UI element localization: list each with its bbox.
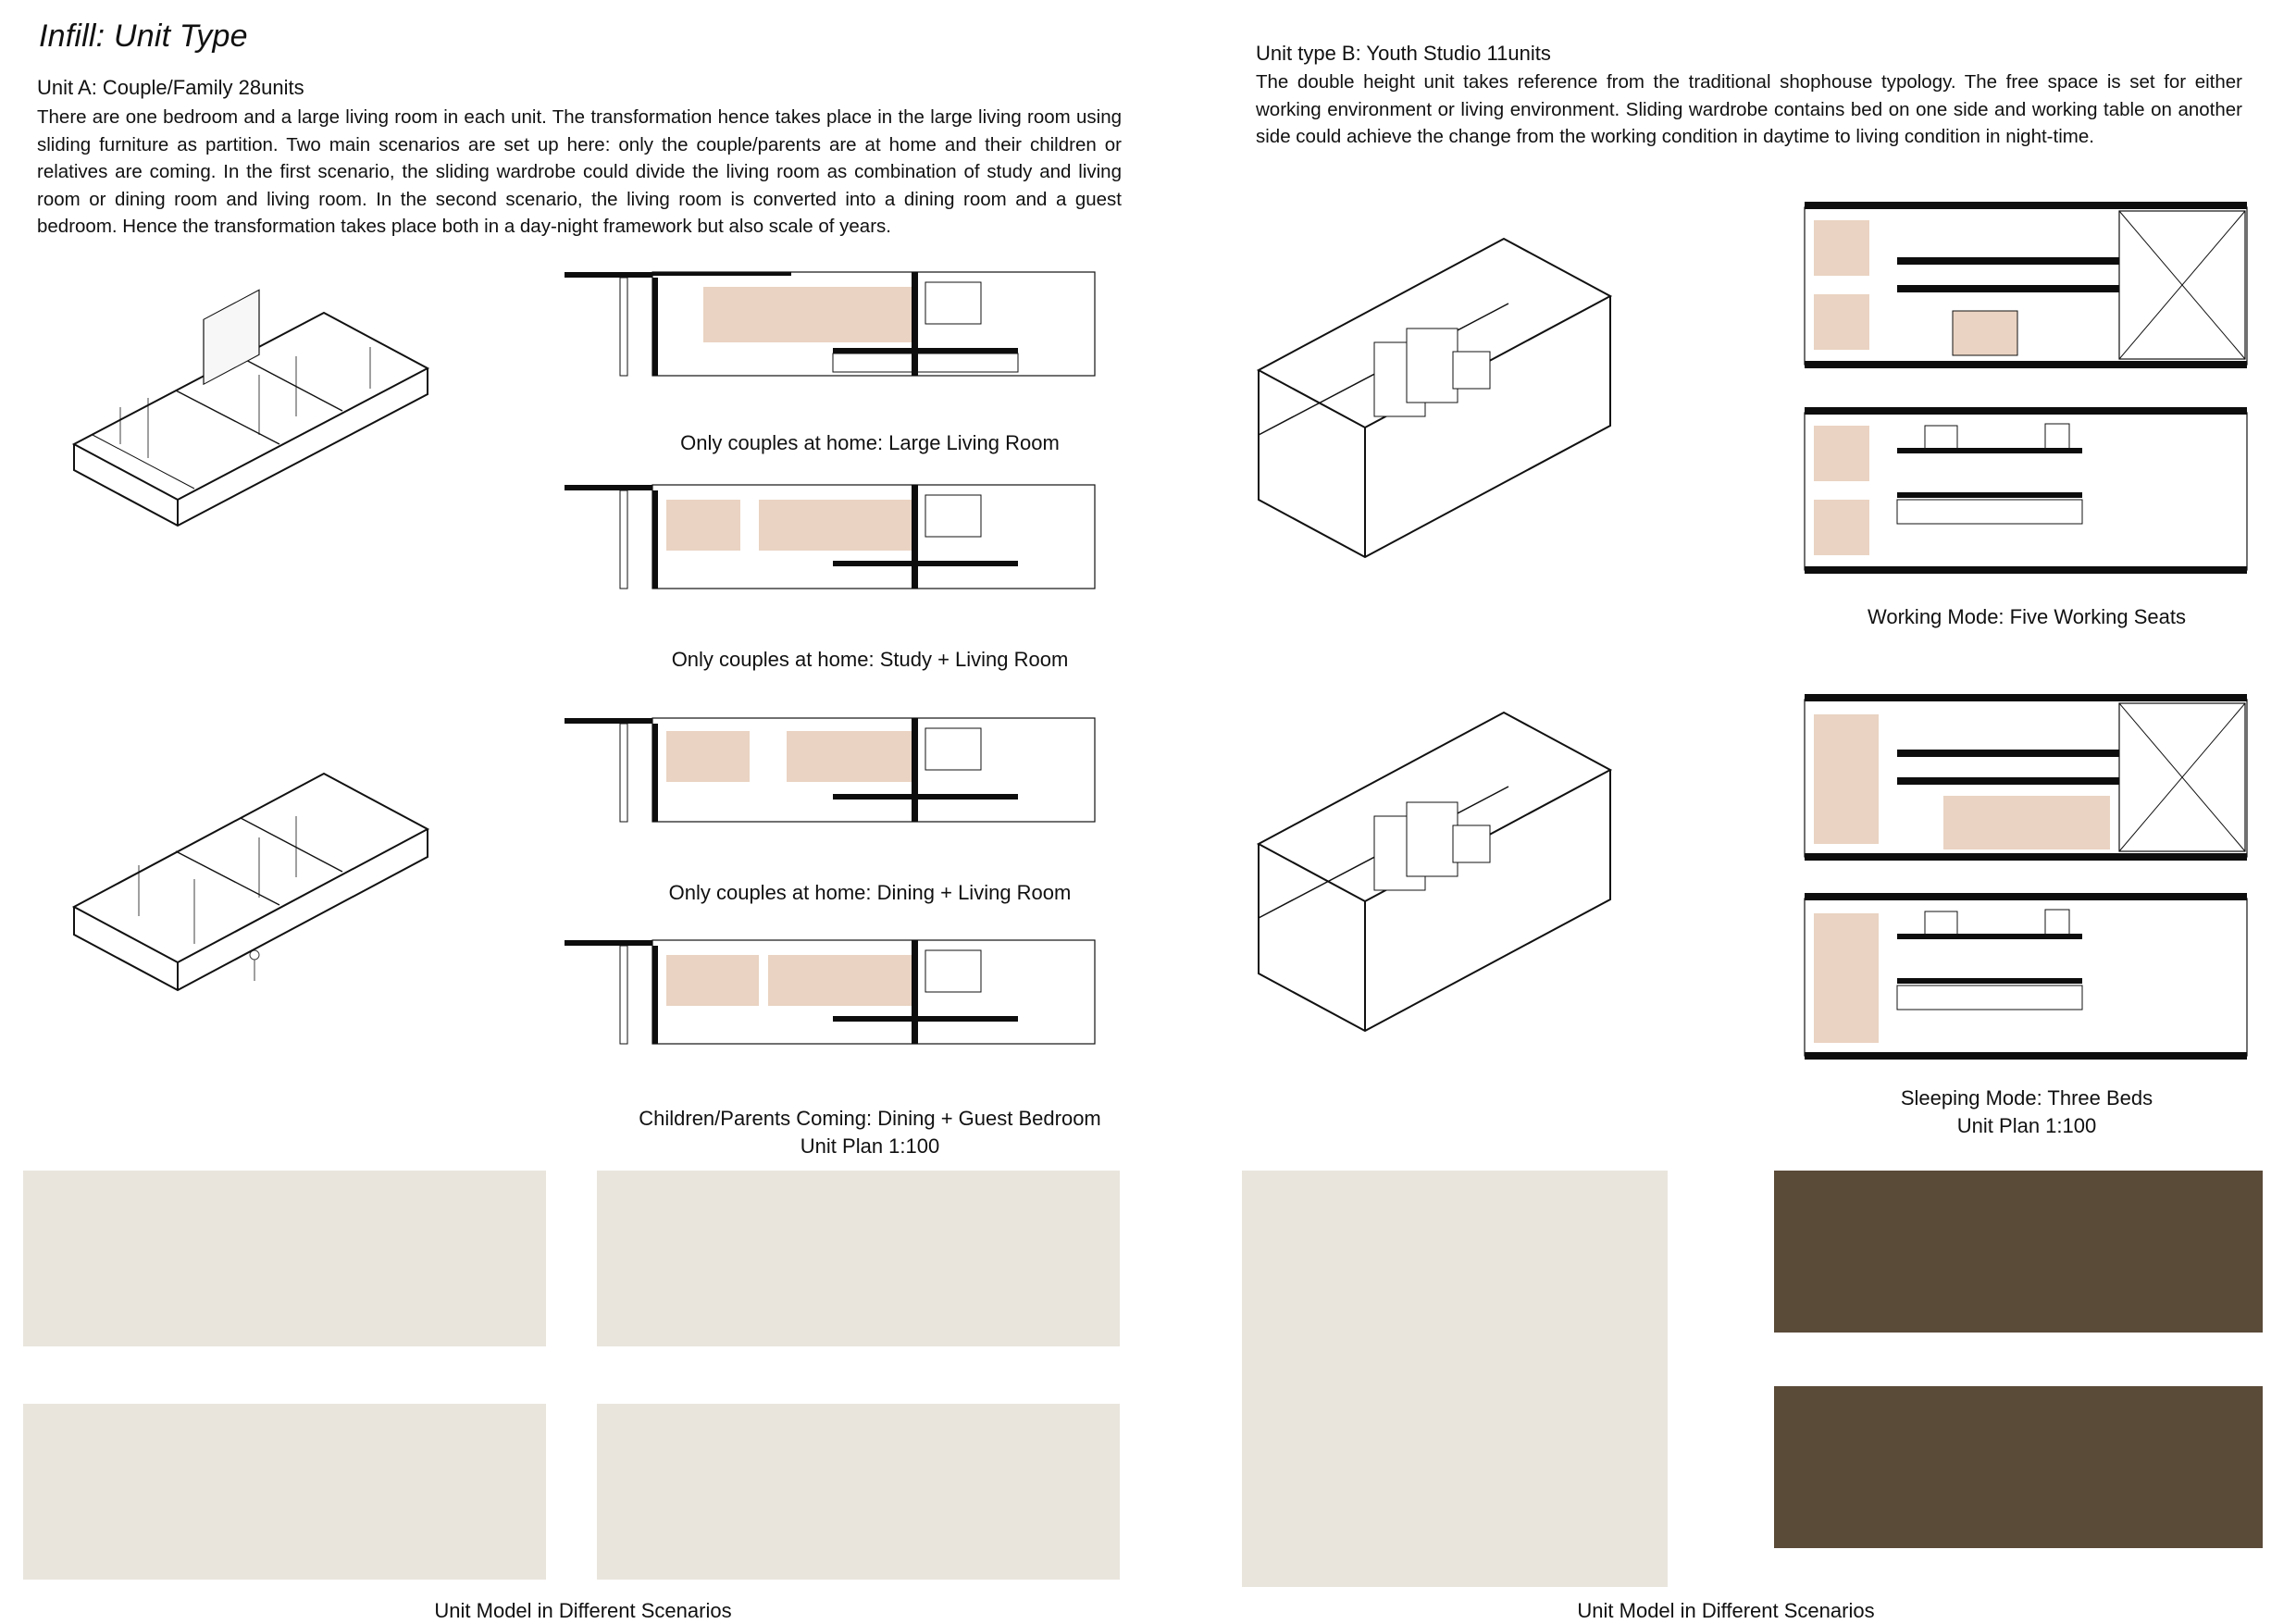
unit-b-isometric-bottom	[1249, 705, 1620, 1048]
unit-a-plan-caption-3: Only couples at home: Dining + Living Room	[668, 881, 1072, 904]
unit-b-sleeping-caption: Sleeping Mode: Three Beds	[1900, 1086, 2153, 1110]
unit-a-plan-caption-2: Only couples at home: Study + Living Room	[671, 648, 1069, 671]
unit-a-model-caption: Unit Model in Different Scenarios	[434, 1599, 732, 1622]
unit-a-model-photo-1	[23, 1171, 546, 1346]
unit-a-description: There are one bedroom and a large living room in each unit. The transformation hence takes place in the large living room using sliding furniture as partition. Two main scenarios are set up here: only the couple/parents are at home and their children or relatives are coming. In the first scenario, the sliding wardrobe could divide the living room as combination of study and living room or dining room and living room. In the second scenario, the living room is converted into a dining room and a guest bedroom. Hence the transformation takes place both in a day-night framework but also scale of years.	[37, 106, 1122, 237]
unit-a-plan-3	[565, 714, 1099, 835]
unit-b-working-caption: Working Mode: Five Working Seats	[1868, 605, 2186, 628]
unit-a-plan-2	[565, 481, 1099, 601]
unit-b-description: The double height unit takes reference from the traditional shophouse typology. The free space is set for either working environment or living environment. Sliding wardrobe contains bed on one side and working table on another side could achieve the change from the working condition in daytime to living condition in night-time.	[1256, 71, 2242, 147]
unit-a-plan-caption-4: Children/Parents Coming: Dining + Guest Bedroom	[639, 1107, 1101, 1130]
unit-b-model-caption: Unit Model in Different Scenarios	[1577, 1599, 1875, 1622]
unit-a-plan-caption-1: Only couples at home: Large Living Room	[680, 431, 1060, 454]
unit-b-plan-working-lower	[1805, 407, 2249, 578]
unit-a-isometric-top	[65, 305, 453, 546]
unit-b-isometric-top	[1249, 231, 1620, 574]
unit-a-model-photo-4	[597, 1404, 1120, 1580]
unit-a-isometric-bottom	[65, 759, 453, 1036]
unit-b-plan-sleeping-lower	[1805, 893, 2249, 1064]
unit-b-model-photo-lower	[1774, 1386, 2263, 1548]
unit-b-heading: Unit type B: Youth Studio 11units	[1256, 42, 1551, 65]
unit-b-plan-scale: Unit Plan 1:100	[1956, 1114, 2097, 1137]
unit-b-plan-working-upper	[1805, 202, 2249, 373]
unit-a-plan-scale: Unit Plan 1:100	[800, 1134, 940, 1158]
unit-a-model-photo-2	[597, 1171, 1120, 1346]
unit-a-model-photo-3	[23, 1404, 546, 1580]
unit-b-plan-sleeping-upper	[1805, 694, 2249, 865]
unit-a-heading: Unit A: Couple/Family 28units	[37, 76, 304, 99]
unit-a-plan-4	[565, 936, 1099, 1057]
unit-b-model-photo-upper	[1774, 1171, 2263, 1333]
page-title: Infill: Unit Type	[39, 19, 248, 54]
unit-a-plan-1	[565, 268, 1099, 389]
unit-b-model-photo-front	[1242, 1171, 1668, 1587]
